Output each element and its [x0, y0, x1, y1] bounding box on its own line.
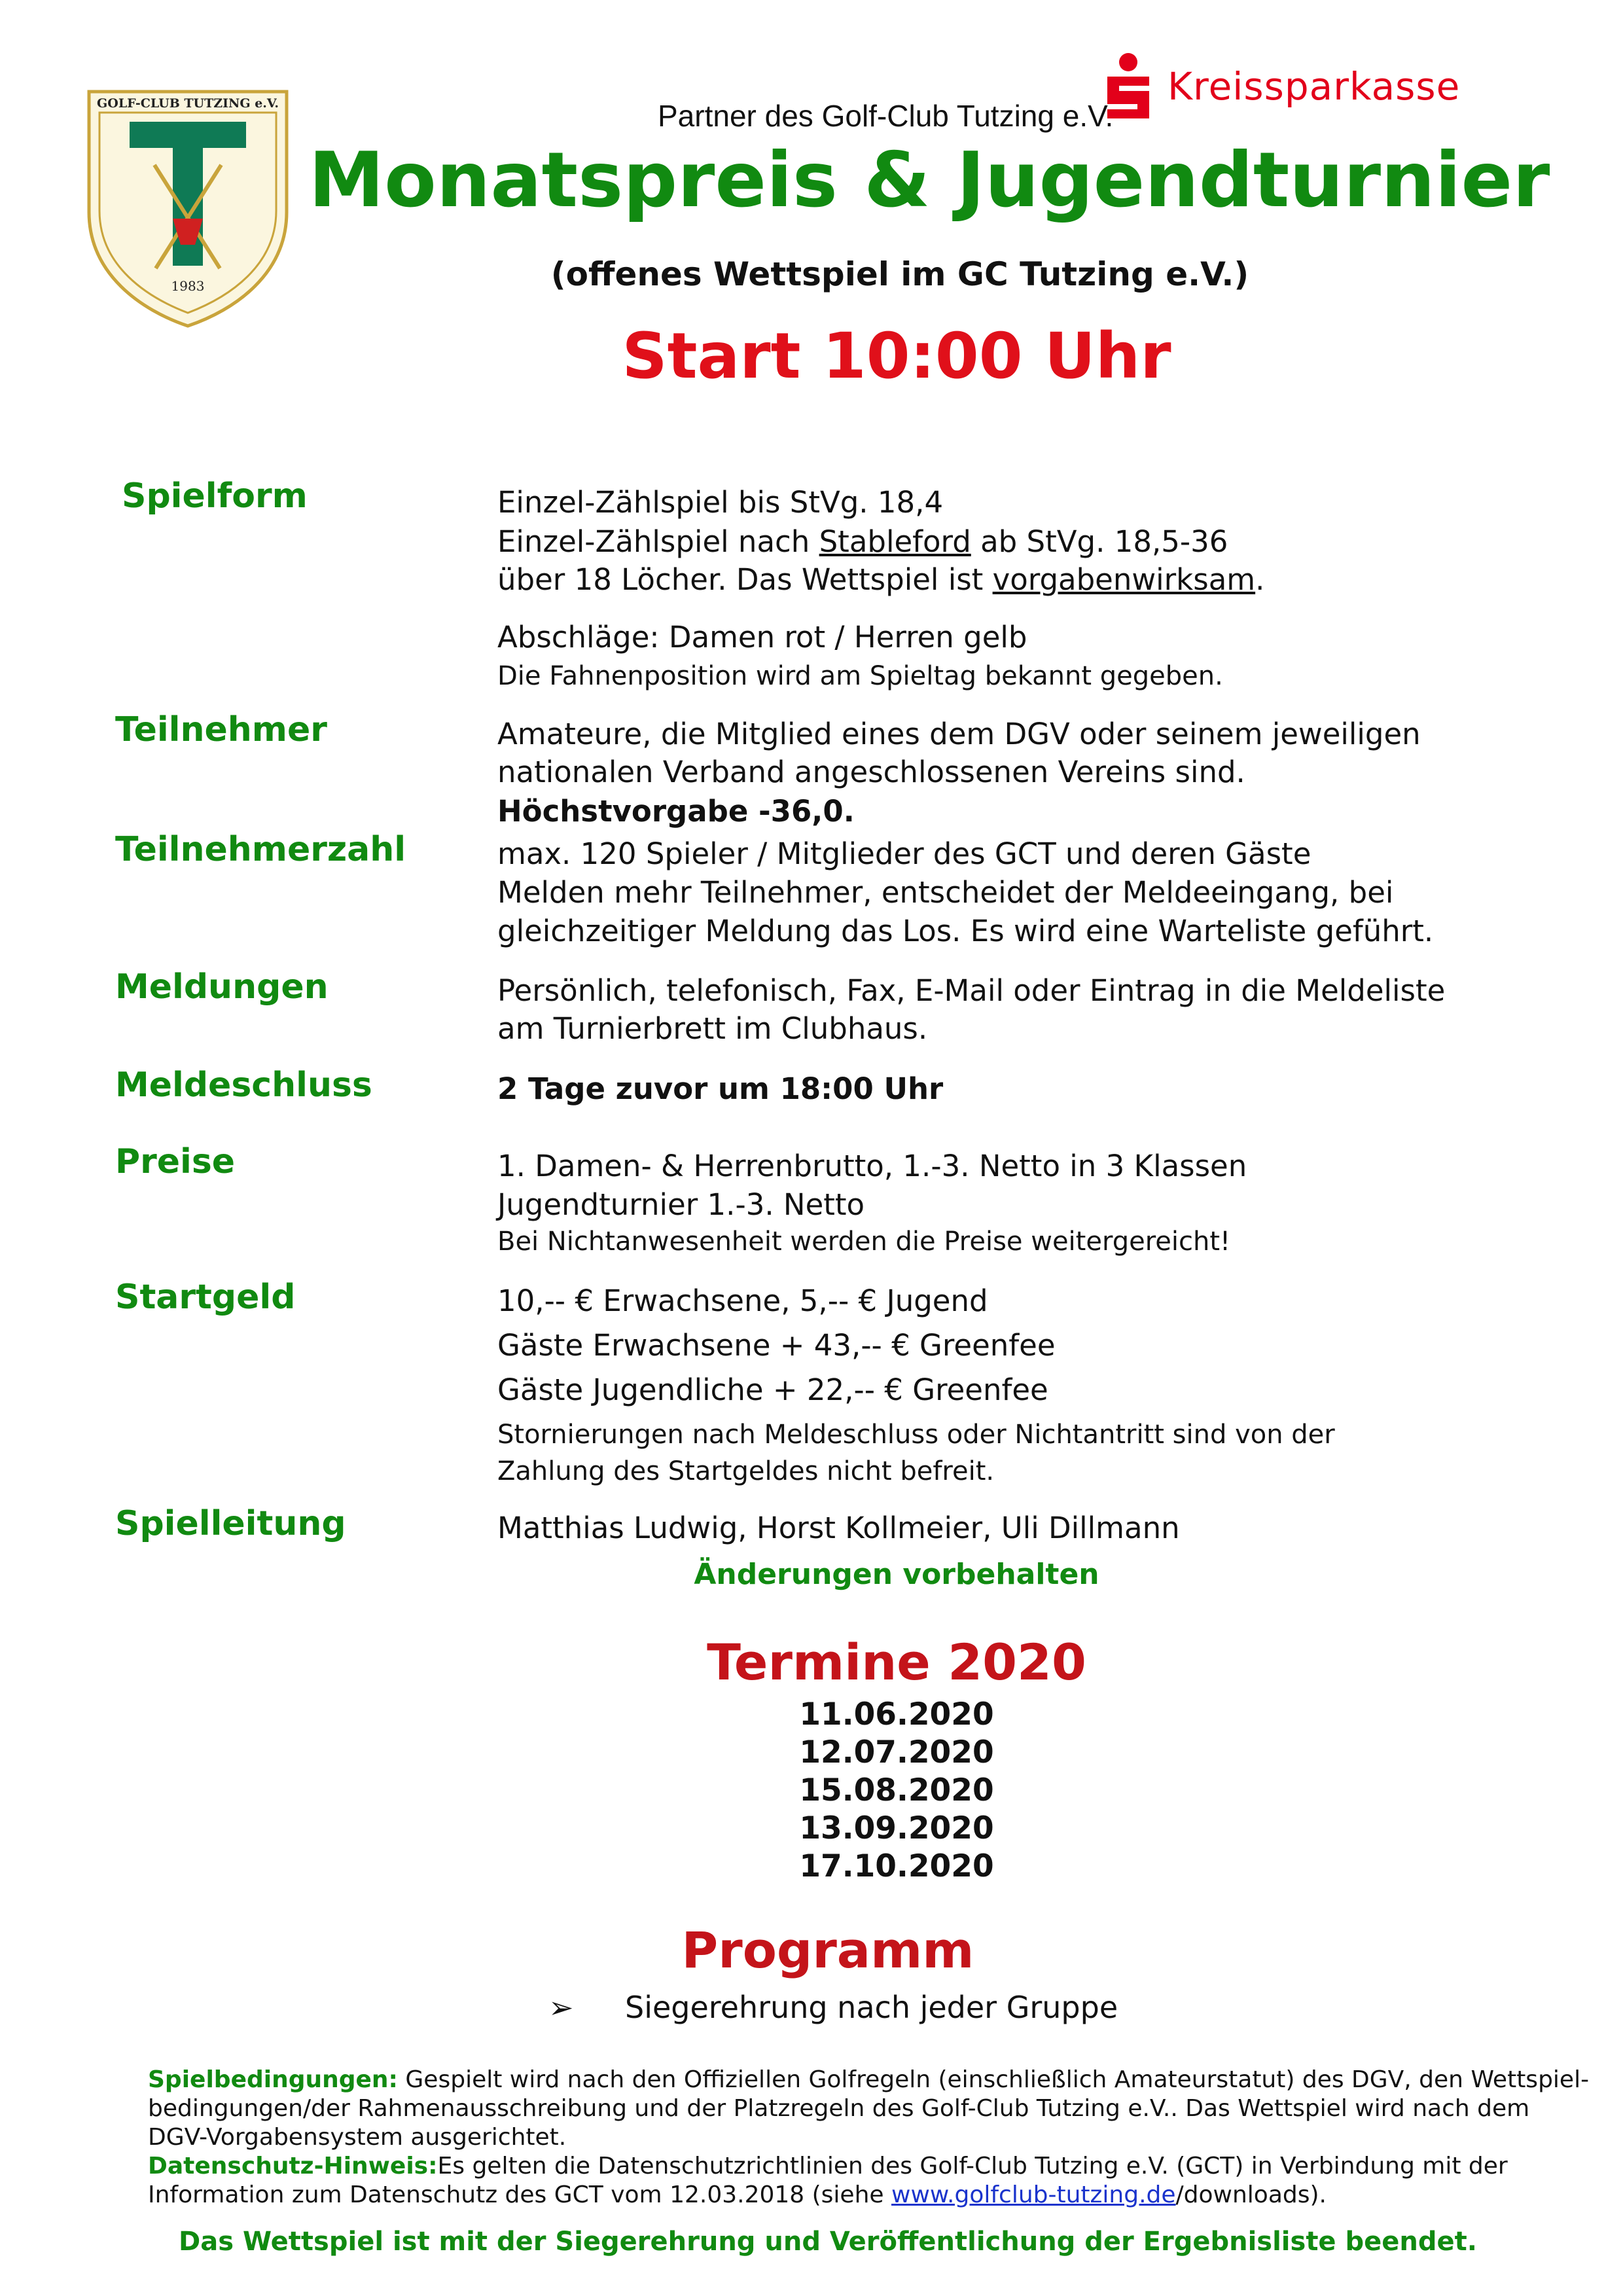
label-spielform: Spielform	[122, 476, 308, 516]
stableford-link[interactable]: Stableford	[819, 524, 971, 559]
teilnehmerzahl-line1: max. 120 Spieler / Mitglieder des GCT und deren Gäste	[497, 836, 1311, 871]
termin-date: 13.09.2020	[799, 1810, 994, 1846]
datenschutz-line1: Datenschutz-Hinweis:Es gelten die Datenschutzrichtlinien des Golf-Club Tutzing e.V. (GCT) in Verbindung mit der	[148, 2153, 1508, 2179]
termin-date: 15.08.2020	[799, 1772, 994, 1808]
termin-date: 17.10.2020	[799, 1848, 994, 1884]
vorgabenwirksam-link[interactable]: vorgabenwirksam	[992, 562, 1256, 597]
golf-club-crest-icon	[84, 88, 292, 330]
startgeld-line5: Zahlung des Startgeldes nicht befreit.	[497, 1456, 995, 1486]
label-spielleitung: Spielleitung	[115, 1504, 346, 1543]
label-preise: Preise	[115, 1142, 236, 1181]
spielleitung-line1: Matthias Ludwig, Horst Kollmeier, Uli Dillmann	[497, 1511, 1180, 1545]
datenschutz-line2: Information zum Datenschutz des GCT vom 12.03.2018 (siehe www.golfclub-tutzing.de/downloads).	[148, 2181, 1327, 2208]
spielform-line5: Die Fahnenposition wird am Spieltag bekannt gegeben.	[497, 661, 1223, 691]
datenschutz-label: Datenschutz-Hinweis:	[148, 2153, 438, 2179]
termin-date: 11.06.2020	[799, 1696, 994, 1732]
page-title: Monatspreis & Jugendturnier	[308, 136, 1550, 224]
startgeld-line3: Gäste Jugendliche + 22,-- € Greenfee	[497, 1372, 1048, 1407]
preise-line1: 1. Damen- & Herrenbrutto, 1.-3. Netto in 3 Klassen	[497, 1149, 1247, 1183]
label-startgeld: Startgeld	[115, 1278, 296, 1317]
sponsor-logo	[1101, 47, 1460, 126]
preise-line2: Jugendturnier 1.-3. Netto	[497, 1187, 865, 1222]
teilnehmerzahl-line3: gleichzeitiger Meldung das Los. Es wird eine Warteliste geführt.	[497, 914, 1434, 948]
teilnehmerzahl-line2: Melden mehr Teilnehmer, entscheidet der Meldeeingang, bei	[497, 875, 1394, 910]
meldeschluss-line1: 2 Tage zuvor um 18:00 Uhr	[497, 1071, 944, 1106]
teilnehmer-line2: nationalen Verband angeschlossenen Vereins sind.	[497, 755, 1245, 789]
spielbedingungen-line2: bedingungen/der Rahmenausschreibung und der Platzregeln des Golf-Club Tutzing e.V.. Das Wettspiel wird nach dem	[148, 2095, 1530, 2122]
logo-year: 1983	[171, 278, 205, 294]
page-subtitle: (offenes Wettspiel im GC Tutzing e.V.)	[550, 255, 1249, 293]
spielbedingungen-label: Spielbedingungen:	[148, 2066, 398, 2093]
meldungen-line2: am Turnierbrett im Clubhaus.	[497, 1011, 928, 1046]
termin-date: 12.07.2020	[799, 1734, 994, 1770]
spielbedingungen-line1: Spielbedingungen: Gespielt wird nach den Offiziellen Golfregeln (einschließlich Amateurstatut) des DGV, den Wettspiel-	[148, 2066, 1590, 2093]
termine-title: Termine 2020	[707, 1633, 1086, 1691]
start-time: Start 10:00 Uhr	[622, 319, 1171, 393]
startgeld-line2: Gäste Erwachsene + 43,-- € Greenfee	[497, 1328, 1056, 1363]
programm-item: Siegerehrung nach jeder Gruppe	[625, 1990, 1118, 2025]
spielform-line3: über 18 Löcher. Das Wettspiel ist vorgabenwirksam.	[497, 562, 1265, 597]
label-meldeschluss: Meldeschluss	[115, 1066, 372, 1105]
label-teilnehmer: Teilnehmer	[115, 710, 327, 749]
label-meldungen: Meldungen	[115, 967, 329, 1007]
teilnehmer-line1: Amateure, die Mitglied eines dem DGV oder seinem jeweiligen	[497, 717, 1421, 751]
label-teilnehmerzahl: Teilnehmerzahl	[115, 830, 406, 869]
website-link[interactable]: www.golfclub-tutzing.de	[891, 2181, 1176, 2208]
aenderungen-note: Änderungen vorbehalten	[694, 1558, 1099, 1591]
spielform-line2: Einzel-Zählspiel nach Stableford ab StVg. 18,5-36	[497, 524, 1228, 559]
closing-note: Das Wettspiel ist mit der Siegerehrung und Veröffentlichung der Ergebnisliste beendet.	[179, 2227, 1477, 2257]
startgeld-line1: 10,-- € Erwachsene, 5,-- € Jugend	[497, 1283, 988, 1318]
arrowhead-bullet-icon: ➢	[548, 1990, 574, 2025]
preise-line3: Bei Nichtanwesenheit werden die Preise weitergereicht!	[497, 1227, 1231, 1257]
startgeld-line4: Stornierungen nach Meldeschluss oder Nichtantritt sind von der	[497, 1420, 1335, 1450]
sponsor-name: Kreissparkasse	[1168, 64, 1461, 109]
teilnehmer-line3: Höchstvorgabe -36,0.	[497, 794, 855, 829]
spielform-line4: Abschläge: Damen rot / Herren gelb	[497, 620, 1027, 655]
logo-club-text: GOLF-CLUB TUTZING e.V.	[97, 96, 279, 111]
meldungen-line1: Persönlich, telefonisch, Fax, E-Mail oder Eintrag in die Meldeliste	[497, 973, 1446, 1008]
programm-title: Programm	[681, 1921, 974, 1979]
spielbedingungen-line3: DGV-Vorgabensystem ausgerichtet.	[148, 2124, 567, 2151]
spielform-line1: Einzel-Zählspiel bis StVg. 18,4	[497, 485, 944, 520]
partner-line: Partner des Golf-Club Tutzing e.V.	[658, 99, 1114, 133]
